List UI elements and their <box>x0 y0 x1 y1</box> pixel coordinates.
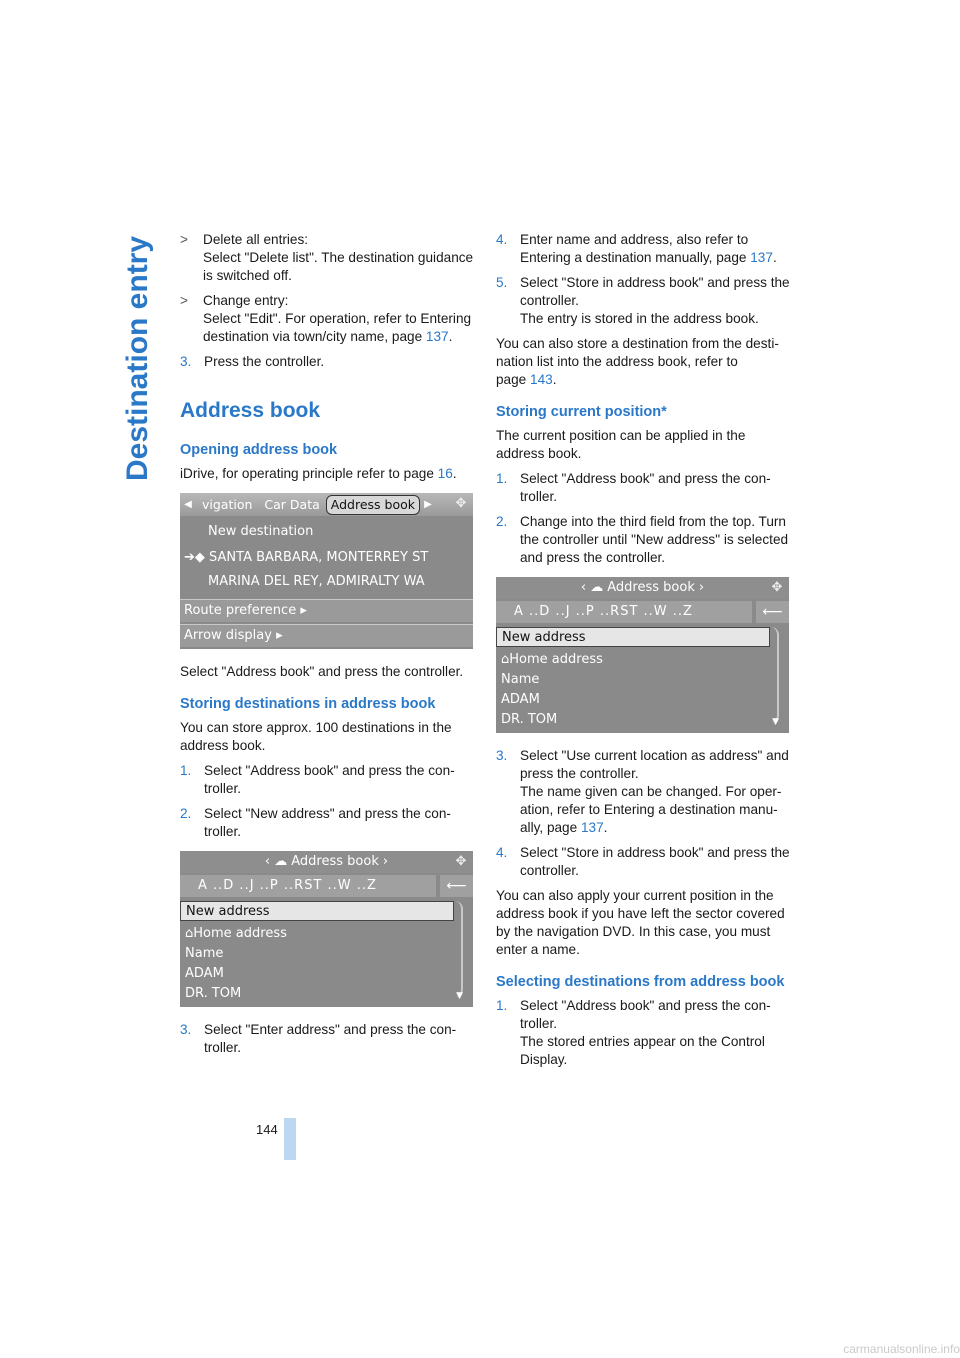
step-number: 4. <box>496 232 508 247</box>
section-side-title: Destination entry <box>121 235 154 481</box>
list-item-name: Name <box>501 672 540 687</box>
bullet-mark: > <box>180 232 188 247</box>
scrollbar <box>771 627 779 723</box>
step-text-extra: The stored entries appear on the Control Display. <box>520 1034 765 1067</box>
paragraph-select-address-book: Select "Address book" and press the controller. <box>180 664 464 679</box>
alphabet-bar: A ..D ..J ..P ..RST ..W ..Z <box>180 875 436 897</box>
bullet-title: Delete all entries: <box>203 232 309 247</box>
paragraph-current-position: The current position can be applied in the address book. <box>496 428 746 461</box>
scroll-down-icon: ▼ <box>772 717 779 727</box>
step-5 <box>496 274 792 328</box>
heading-address-book: Address book <box>180 399 321 422</box>
page-link[interactable]: 137 <box>425 329 449 344</box>
tab-car-data: Car Data <box>264 496 320 512</box>
right-column <box>496 231 792 1076</box>
menu-row-new-destination: New destination <box>208 524 314 539</box>
bullet-text: Select "Edit". For operation, refer to Entering destination via town/city name, page 137. <box>203 311 472 344</box>
step-3-press <box>180 353 476 371</box>
page-marker-bar <box>284 1118 296 1160</box>
screenshot-navigation-menu <box>180 493 473 649</box>
selected-new-address: New address <box>496 627 770 647</box>
arrow-right-icon: ▶ <box>424 498 432 510</box>
step-number: 4. <box>496 845 508 860</box>
bullet-delete-all <box>180 231 476 285</box>
step-number: 5. <box>496 275 508 290</box>
menu-row-destination-1: ➔◆ SANTA BARBARA, MONTERREY ST <box>184 550 429 565</box>
step-text: Select "Address book" and press the con-troller. <box>520 471 771 504</box>
back-arrow-icon: ⟵ <box>440 875 473 897</box>
list-item-name: Name <box>185 946 224 961</box>
selected-new-address: New address <box>180 901 454 921</box>
step-number: 2. <box>180 806 192 821</box>
list-item-adam: ADAM <box>185 966 224 981</box>
controller-icon: ✥ <box>455 496 467 511</box>
step-text: Press the controller. <box>204 354 325 369</box>
scroll-down-icon: ▼ <box>456 991 463 1001</box>
paragraph-sector: You can also apply your current position in the address book if you have left the sector covered by the navigation DVD. In this case, you must enter a name. <box>496 888 785 957</box>
step-number: 1. <box>180 763 192 778</box>
paragraph-storing: You can store approx. 100 destinations in the address book. <box>180 720 452 753</box>
bullet-text: Select "Delete list". The destination guidance is switched off. <box>203 250 474 283</box>
paragraph-opening: iDrive, for operating principle refer to page 16. <box>180 466 457 481</box>
bullet-mark: > <box>180 293 188 308</box>
list-item-dr-tom: DR. TOM <box>185 986 242 1001</box>
alphabet-bar: A ..D ..J ..P ..RST ..W ..Z <box>496 601 752 623</box>
select-step-1 <box>496 997 792 1069</box>
step-number: 3. <box>180 354 192 369</box>
page-number: 144 <box>256 1122 278 1137</box>
left-column <box>180 231 476 1064</box>
step-number: 3. <box>496 748 508 763</box>
bullet-change-entry <box>180 292 476 346</box>
step-text: Select "Use current location as address" and press the controller. <box>520 748 789 781</box>
step-text: Select "New address" and press the con-troller. <box>204 806 451 839</box>
tab-navigation: vigation <box>202 496 253 512</box>
heading-opening-address-book: Opening address book <box>180 442 338 458</box>
step-1 <box>180 762 476 798</box>
address-book-title-bar: ‹ ☁ Address book › <box>180 851 473 873</box>
list-item-home-address: ⌂Home address <box>185 926 287 941</box>
address-book-title-bar: ‹ ☁ Address book › <box>496 577 789 599</box>
page-link[interactable]: 137 <box>580 820 604 835</box>
menu-row-route-preference: Route preference ▸ <box>180 599 473 622</box>
list-item-adam: ADAM <box>501 692 540 707</box>
step-text-extra: The name given can be changed. For oper-ation, refer to Entering a destination manu-ally, page 137. <box>520 784 782 835</box>
step-text-result: The entry is stored in the address book. <box>520 311 759 326</box>
step-number: 1. <box>496 471 508 486</box>
step-2 <box>180 805 476 841</box>
step-text: Select "Enter address" and press the con-troller. <box>204 1022 457 1055</box>
step-text: Select "Address book" and press the con-troller. <box>204 763 455 796</box>
step-number: 2. <box>496 514 508 529</box>
arrow-left-icon: ◀ <box>184 498 192 510</box>
controller-icon: ✥ <box>455 854 467 869</box>
step-text: Select "Store in address book" and press the controller. <box>520 275 790 308</box>
step-text: Change into the third field from the top. Turn the controller until "New address" is selected and press the controller. <box>520 514 789 565</box>
list-item-home-address: ⌂Home address <box>501 652 603 667</box>
tab-bar <box>180 493 473 516</box>
current-step-3 <box>496 747 792 837</box>
controller-icon: ✥ <box>771 580 783 595</box>
list-item-dr-tom: DR. TOM <box>501 712 558 727</box>
scrollbar <box>455 901 463 997</box>
menu-row-destination-2: MARINA DEL REY, ADMIRALTY WA <box>208 574 425 589</box>
screenshot-address-book-2 <box>496 577 789 733</box>
back-arrow-icon: ⟵ <box>756 601 789 623</box>
screenshot-address-book <box>180 851 473 1007</box>
heading-storing-current-position: Storing current position* <box>496 404 667 420</box>
step-number: 1. <box>496 998 508 1013</box>
current-step-2 <box>496 513 792 567</box>
heading-selecting-destinations: Selecting destinations from address book <box>496 974 785 990</box>
tab-address-book: Address book <box>326 495 420 515</box>
step-text: Enter name and address, also refer to Entering a destination manually, page <box>520 232 749 265</box>
step-3-enter-address <box>180 1021 476 1057</box>
page-link[interactable]: 143 <box>530 372 553 387</box>
watermark: carmanualsonline.info <box>843 1342 960 1356</box>
current-step-1 <box>496 470 792 506</box>
page-link[interactable]: 16 <box>437 466 453 481</box>
step-text: Select "Store in address book" and press the controller. <box>520 845 790 878</box>
step-text: Select "Address book" and press the con-troller. <box>520 998 771 1031</box>
menu-row-arrow-display: Arrow display ▸ <box>180 624 473 647</box>
step-4: 4. Enter name and address, also refer to Entering a destination manually, page 137. <box>496 232 777 265</box>
paragraph-store-from-list: You can also store a destination from the desti-nation list into the address book, refer to page 143. <box>496 336 779 387</box>
current-step-4 <box>496 844 792 880</box>
page-link[interactable]: 137 <box>750 250 773 265</box>
heading-storing-destinations: Storing destinations in address book <box>180 696 436 712</box>
step-number: 3. <box>180 1022 192 1037</box>
bullet-title: Change entry: <box>203 293 289 308</box>
